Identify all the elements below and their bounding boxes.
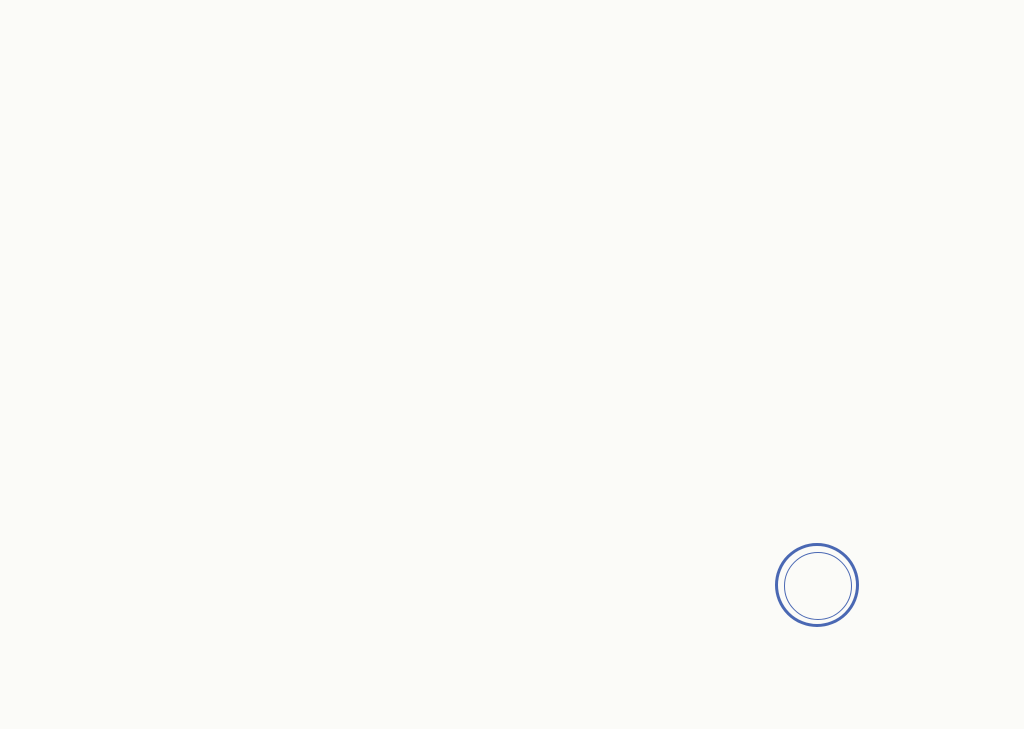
school-inspection-stamp [775,543,859,627]
